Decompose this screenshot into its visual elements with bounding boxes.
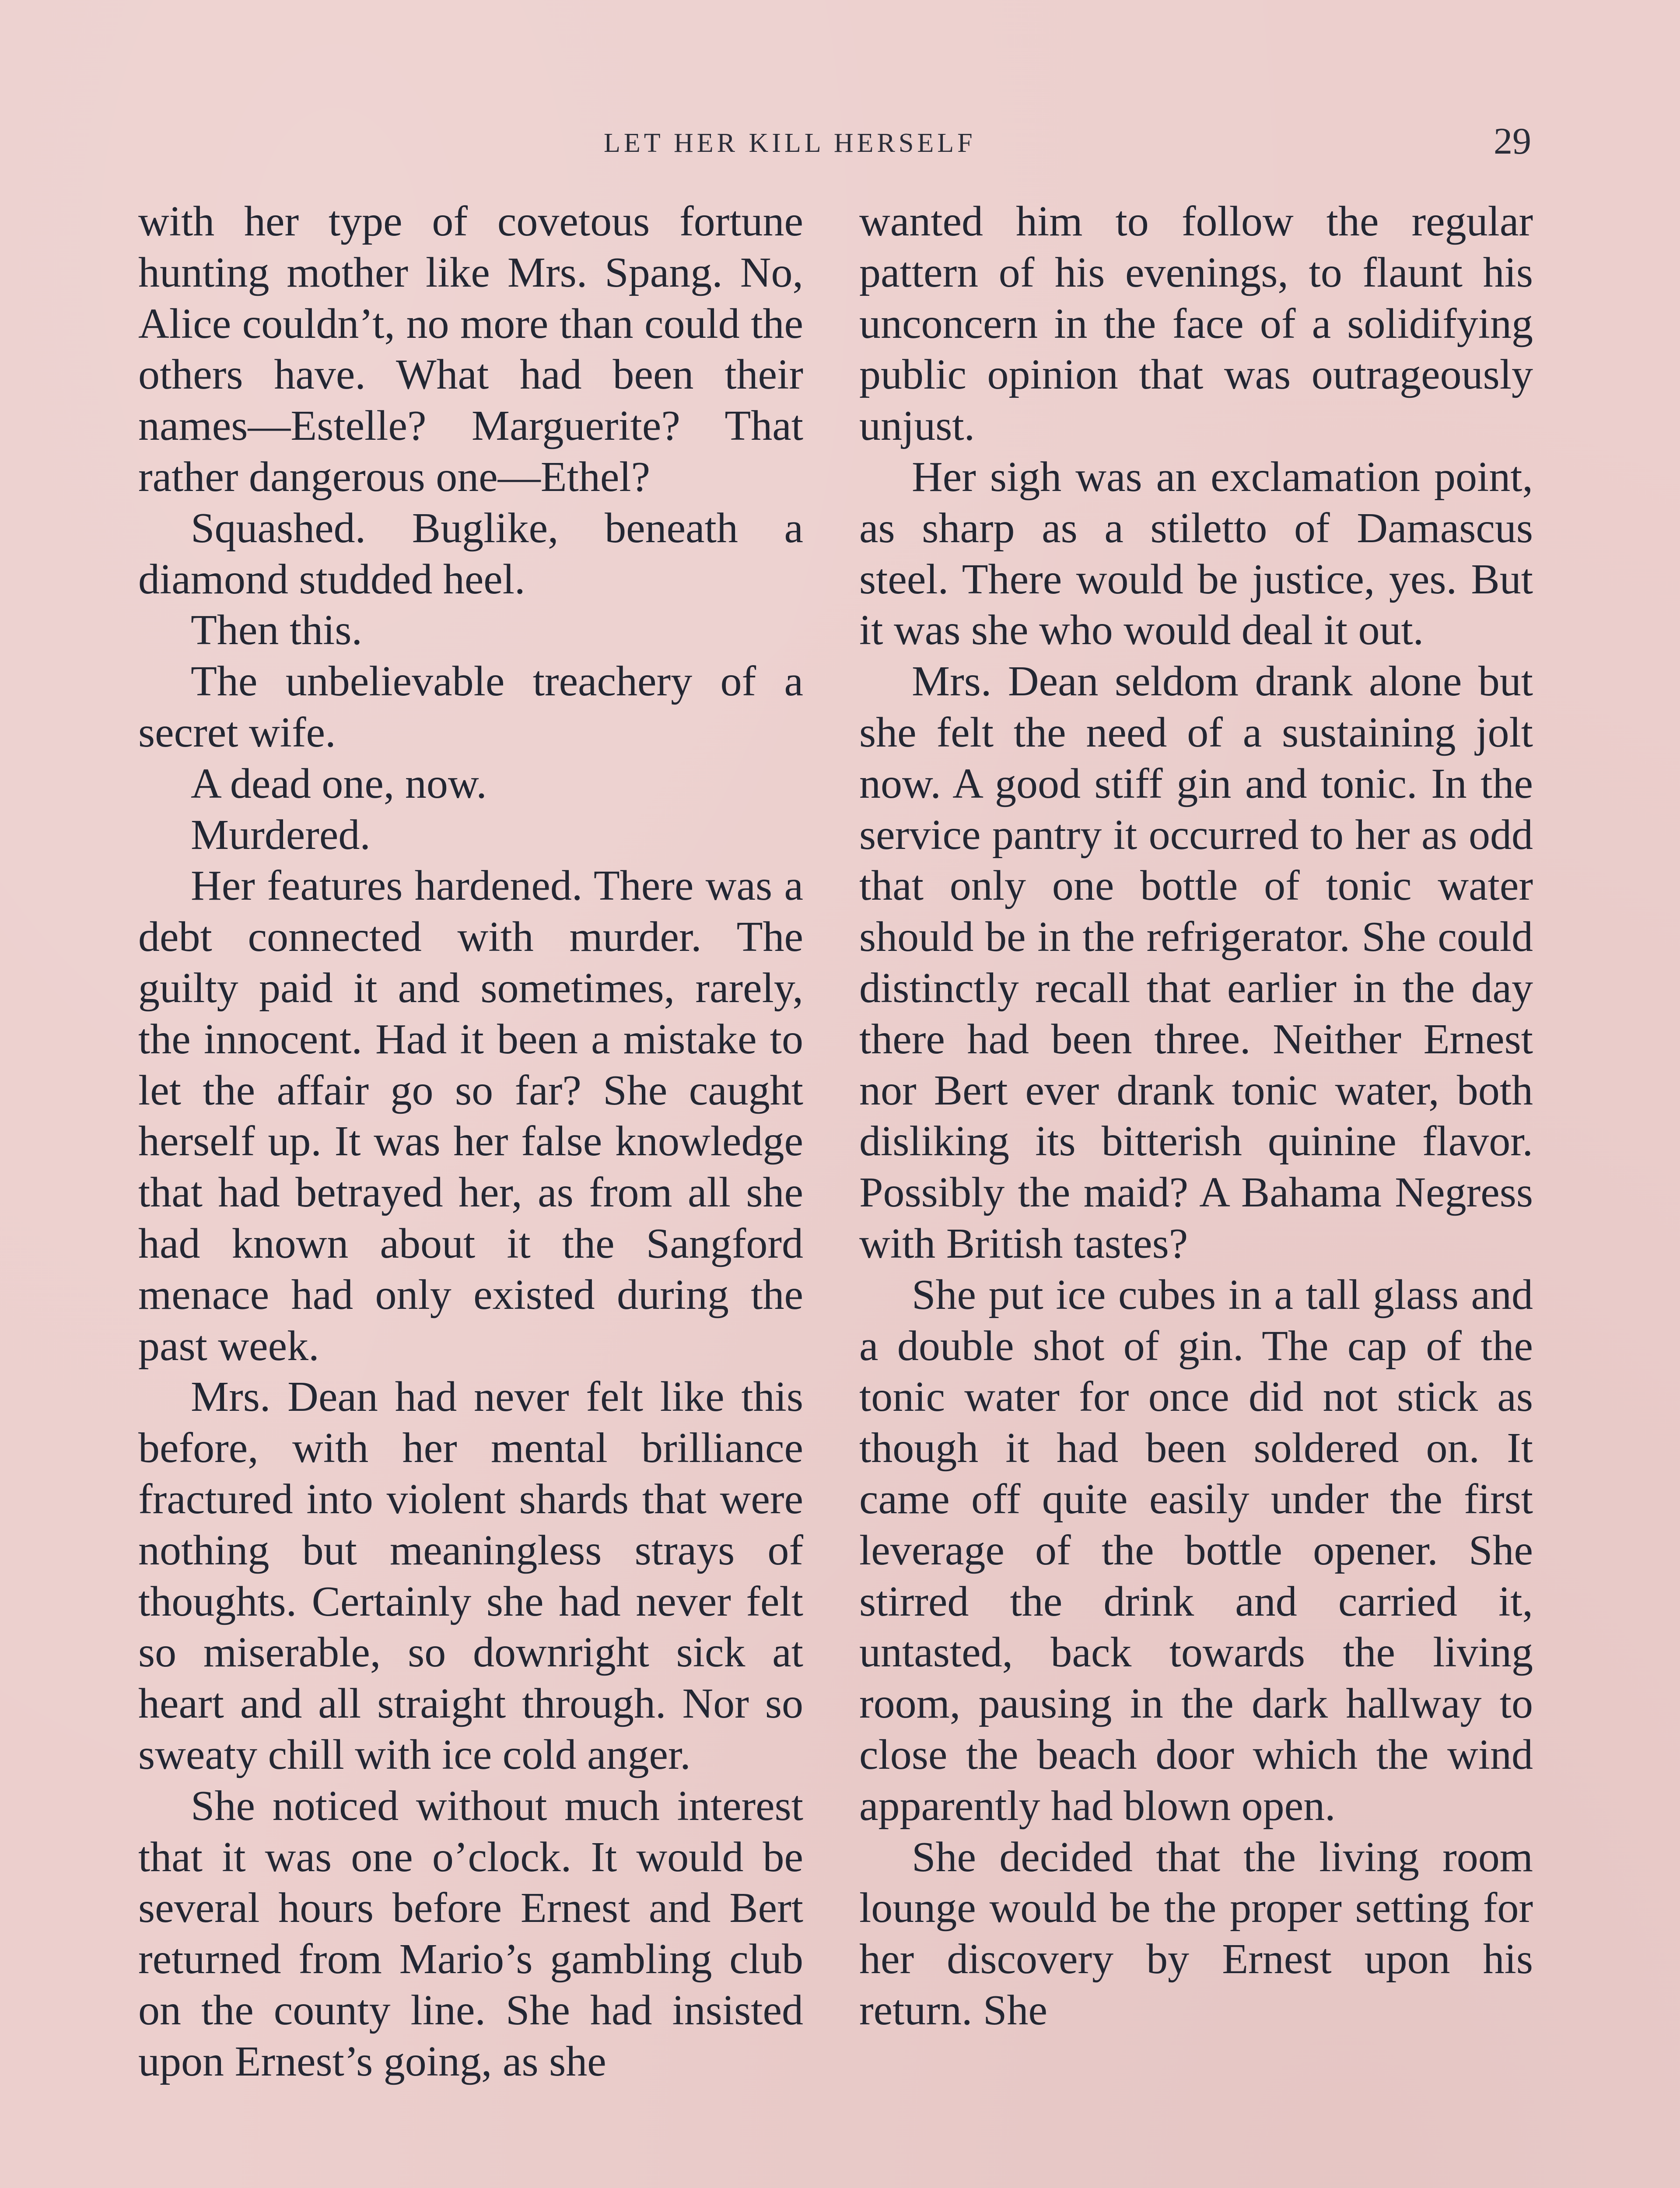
text-column-left bbox=[138, 196, 803, 2087]
paragraph: Her sigh was an exclamation point, as sharp as a stiletto of Damascus steel. There would be justice, yes. But it was she who would deal it out. bbox=[859, 453, 1533, 654]
text-column-right bbox=[859, 196, 1533, 2036]
paragraph: She noticed without much interest that it was one o’clock. It would be several hours before Ernest and Bert returned from Mario’s gambling club on the county line. She had insisted upon Ernest’s going, as she bbox=[138, 1782, 803, 2085]
paragraph: She put ice cubes in a tall glass and a double shot of gin. The cap of the tonic water for once did not stick as though it had been soldered on. It came off quite easily under the first leverage of the bottle opener. She stirred the drink and carried it, untasted, back towards the living room, pausing in the dark hallway to close the beach door which the wind apparently had blown open. bbox=[859, 1271, 1533, 1830]
running-title: LET HER KILL HERSELF bbox=[604, 128, 976, 158]
page-number: 29 bbox=[1494, 120, 1531, 162]
paragraph: Murdered. bbox=[191, 811, 371, 859]
paragraph: The unbelievable treachery of a secret wife. bbox=[138, 658, 803, 756]
paragraph: Then this. bbox=[191, 607, 362, 654]
paragraph: Mrs. Dean had never felt like this before, with her mental brilliance fractured into violent shards that were nothing but meaningless strays of thoughts. Certainly she had never felt so miserable, so downright sick at heart and all straight through. Nor so sweaty chill with ice cold anger. bbox=[138, 1373, 803, 1778]
paragraph: Her features hardened. There was a debt connected with murder. The guilty paid it and sometimes, rarely, the innocent. Had it been a mistake to let the affair go so far? She caught herself up. It was her false knowledge that had betrayed her, as from all she had known about it the Sangford menace had only existed during the past week. bbox=[138, 862, 803, 1370]
paragraph: Squashed. Buglike, beneath a diamond studded heel. bbox=[138, 504, 803, 603]
paragraph: A dead one, now. bbox=[191, 760, 487, 807]
paragraph: wanted him to follow the regular pattern of his evenings, to flaunt his unconcern in the face of a solidifying public opinion that was outrageously unjust. bbox=[859, 198, 1533, 450]
paragraph: Mrs. Dean seldom drank alone but she felt the need of a sustaining jolt now. A good stiff gin and tonic. In the service pantry it occurred to her as odd that only one bottle of tonic water should be in the refrigerator. She could distinctly recall that earlier in the day there had been three. Neither Ernest nor Bert ever drank tonic water, both disliking its bitterish quinine flavor. Possibly the maid? A Bahama Negress with British tastes? bbox=[859, 658, 1533, 1267]
paragraph: She decided that the living room lounge would be the proper setting for her discovery by Ernest upon his return. She bbox=[859, 1833, 1533, 2034]
paragraph: with her type of covetous fortune hunting mother like Mrs. Spang. No, Alice couldn’t, no more than could the others have. What had been their names—Estelle? Marguerite? That rather dangerous one—Ethel? bbox=[138, 198, 803, 501]
